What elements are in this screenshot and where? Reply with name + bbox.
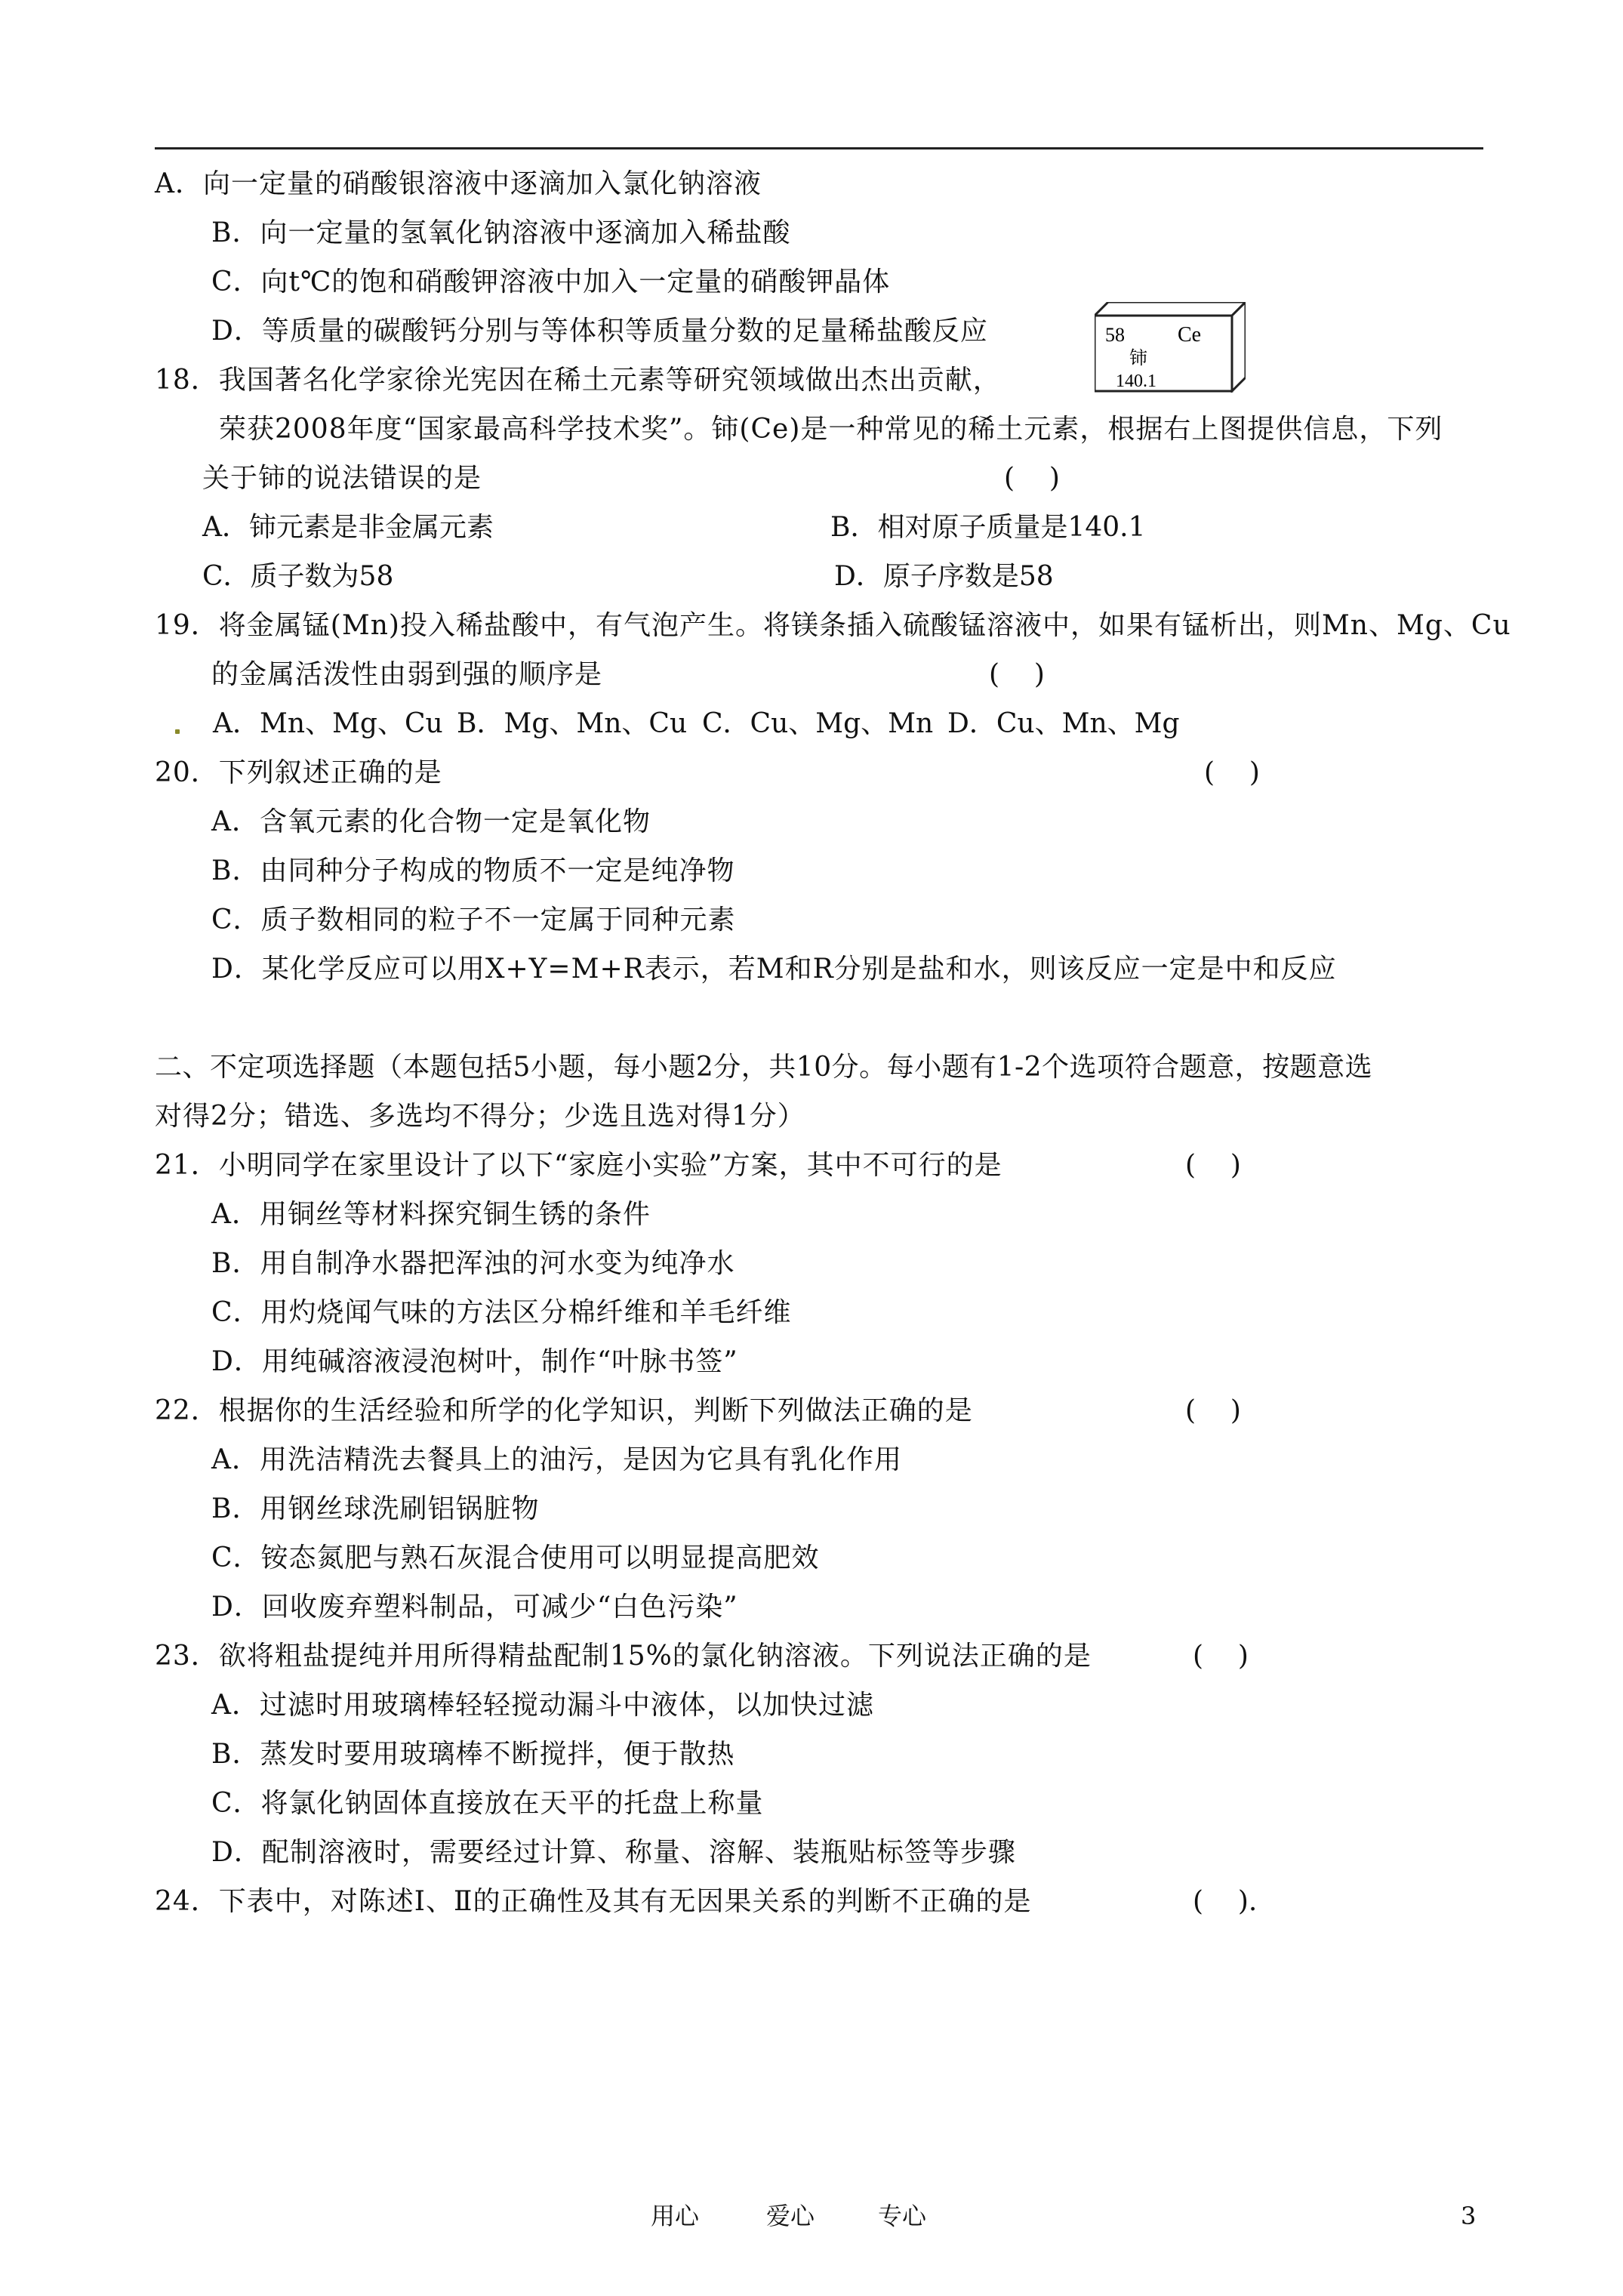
element-symbol: Ce [1178,323,1202,347]
q23-option-c: C．将氯化钠固体直接放在天平的托盘上称量 [211,1788,764,1819]
speck-mark [175,729,180,734]
q19-stem-line2: 的金属活泼性由弱到强的顺序是 [211,659,603,690]
q20-option-b: B．由同种分子构成的物质不一定是纯净物 [211,855,735,886]
header-rule [155,147,1483,149]
cerium-element-figure [1095,302,1246,393]
q23-answer-blank: ( ) [1193,1641,1249,1672]
section2-heading-line1: 二、不定项选择题（本题包括5小题，每小题2分，共10分。每小题有1-2个选项符合题意，按题意选 [155,1052,1373,1083]
footer-word-1: 用心 [651,2202,700,2230]
q20-option-c: C．质子数相同的粒子不一定属于同种元素 [211,905,736,935]
q23-option-a: A．过滤时用玻璃棒轻轻搅动漏斗中液体，以加快过滤 [211,1690,874,1721]
page-number: 3 [1461,2202,1477,2230]
q20-option-d: D．某化学反应可以用X+Y=M+R表示，若M和R分别是盐和水，则该反应一定是中和反应 [211,954,1337,985]
q20-answer-blank: ( ) [1204,757,1260,788]
footer-word-3: 专心 [878,2202,927,2230]
q22-answer-blank: ( ) [1185,1395,1241,1426]
q22-option-b: B．用钢丝球洗刷铝锅脏物 [211,1493,540,1524]
q17-option-a: A．向一定量的硝酸银溶液中逐滴加入氯化钠溶液 [155,168,762,199]
q22-stem: 22．根据你的生活经验和所学的化学知识，判断下列做法正确的是 [155,1395,973,1426]
q17-option-d: D．等质量的碳酸钙分别与等体积等质量分数的足量稀盐酸反应 [211,316,988,347]
element-name: 铈 [1129,347,1147,368]
section2-heading-line2: 对得2分；错选、多选均不得分；少选且选对得1分） [155,1101,805,1132]
q19-option-a: A．Mn、Mg、Cu [213,708,443,739]
q17-option-c: C．向t℃的饱和硝酸钾溶液中加入一定量的硝酸钾晶体 [211,267,891,297]
q19-answer-blank: ( ) [989,659,1045,690]
q23-option-d: D．配制溶液时，需要经过计算、称量、溶解、装瓶贴标签等步骤 [211,1837,1016,1868]
q19-option-c: C．Cu、Mg、Mn [702,708,934,739]
q21-option-d: D．用纯碱溶液浸泡树叶，制作“叶脉书签” [211,1346,738,1377]
q23-stem: 23．欲将粗盐提纯并用所得精盐配制15%的氯化钠溶液。下列说法正确的是 [155,1641,1092,1672]
q22-option-a: A．用洗洁精洗去餐具上的油污，是因为它具有乳化作用 [211,1444,902,1475]
q18-stem-line1: 18．我国著名化学家徐光宪因在稀土元素等研究领域做出杰出贡献， [155,365,1001,396]
q21-answer-blank: ( ) [1185,1150,1241,1181]
q22-option-d: D．回收废弃塑料制品，可减少“白色污染” [211,1592,738,1623]
q24-stem: 24．下表中，对陈述Ⅰ、Ⅱ的正确性及其有无因果关系的判断不正确的是 [155,1886,1032,1917]
q18-answer-blank: ( ) [1004,463,1060,494]
q18-stem-line3: 关于铈的说法错误的是 [202,463,482,494]
q21-stem: 21．小明同学在家里设计了以下“家庭小实验”方案，其中不可行的是 [155,1150,1002,1181]
q18-option-a: A．铈元素是非金属元素 [202,512,494,543]
q21-option-a: A．用铜丝等材料探究铜生锈的条件 [211,1199,651,1230]
q18-option-c: C．质子数为58 [202,561,394,592]
q20-option-a: A．含氧元素的化合物一定是氧化物 [211,806,651,837]
footer-word-2: 爱心 [766,2202,815,2230]
q17-option-b: B．向一定量的氢氧化钠溶液中逐滴加入稀盐酸 [211,217,791,248]
q22-option-c: C．铵态氮肥与熟石灰混合使用可以明显提高肥效 [211,1542,820,1573]
q21-option-b: B．用自制净水器把浑浊的河水变为纯净水 [211,1248,735,1279]
element-mass: 140.1 [1116,371,1156,391]
q18-stem-line2: 荣获2008年度“国家最高科学技术奖”。铈(Ce)是一种常见的稀土元素，根据右上图提供信息，下列 [219,414,1443,445]
q19-stem-line1: 19．将金属锰(Mn)投入稀盐酸中，有气泡产生。将镁条插入硫酸锰溶液中，如果有锰析出，则Mn、Mg、Cu [155,610,1511,641]
q18-option-b: B．相对原子质量是140.1 [830,512,1146,543]
q23-option-b: B．蒸发时要用玻璃棒不断搅拌，便于散热 [211,1739,735,1770]
q18-option-d: D．原子序数是58 [834,561,1054,592]
q20-stem: 20．下列叙述正确的是 [155,757,442,788]
q24-answer-blank: ( ). [1193,1886,1258,1917]
q21-option-c: C．用灼烧闻气味的方法区分棉纤维和羊毛纤维 [211,1297,792,1328]
q19-option-d: D．Cu、Mn、Mg [947,708,1180,739]
element-number: 58 [1105,324,1125,346]
q19-option-b: B．Mg、Mn、Cu [457,708,688,739]
